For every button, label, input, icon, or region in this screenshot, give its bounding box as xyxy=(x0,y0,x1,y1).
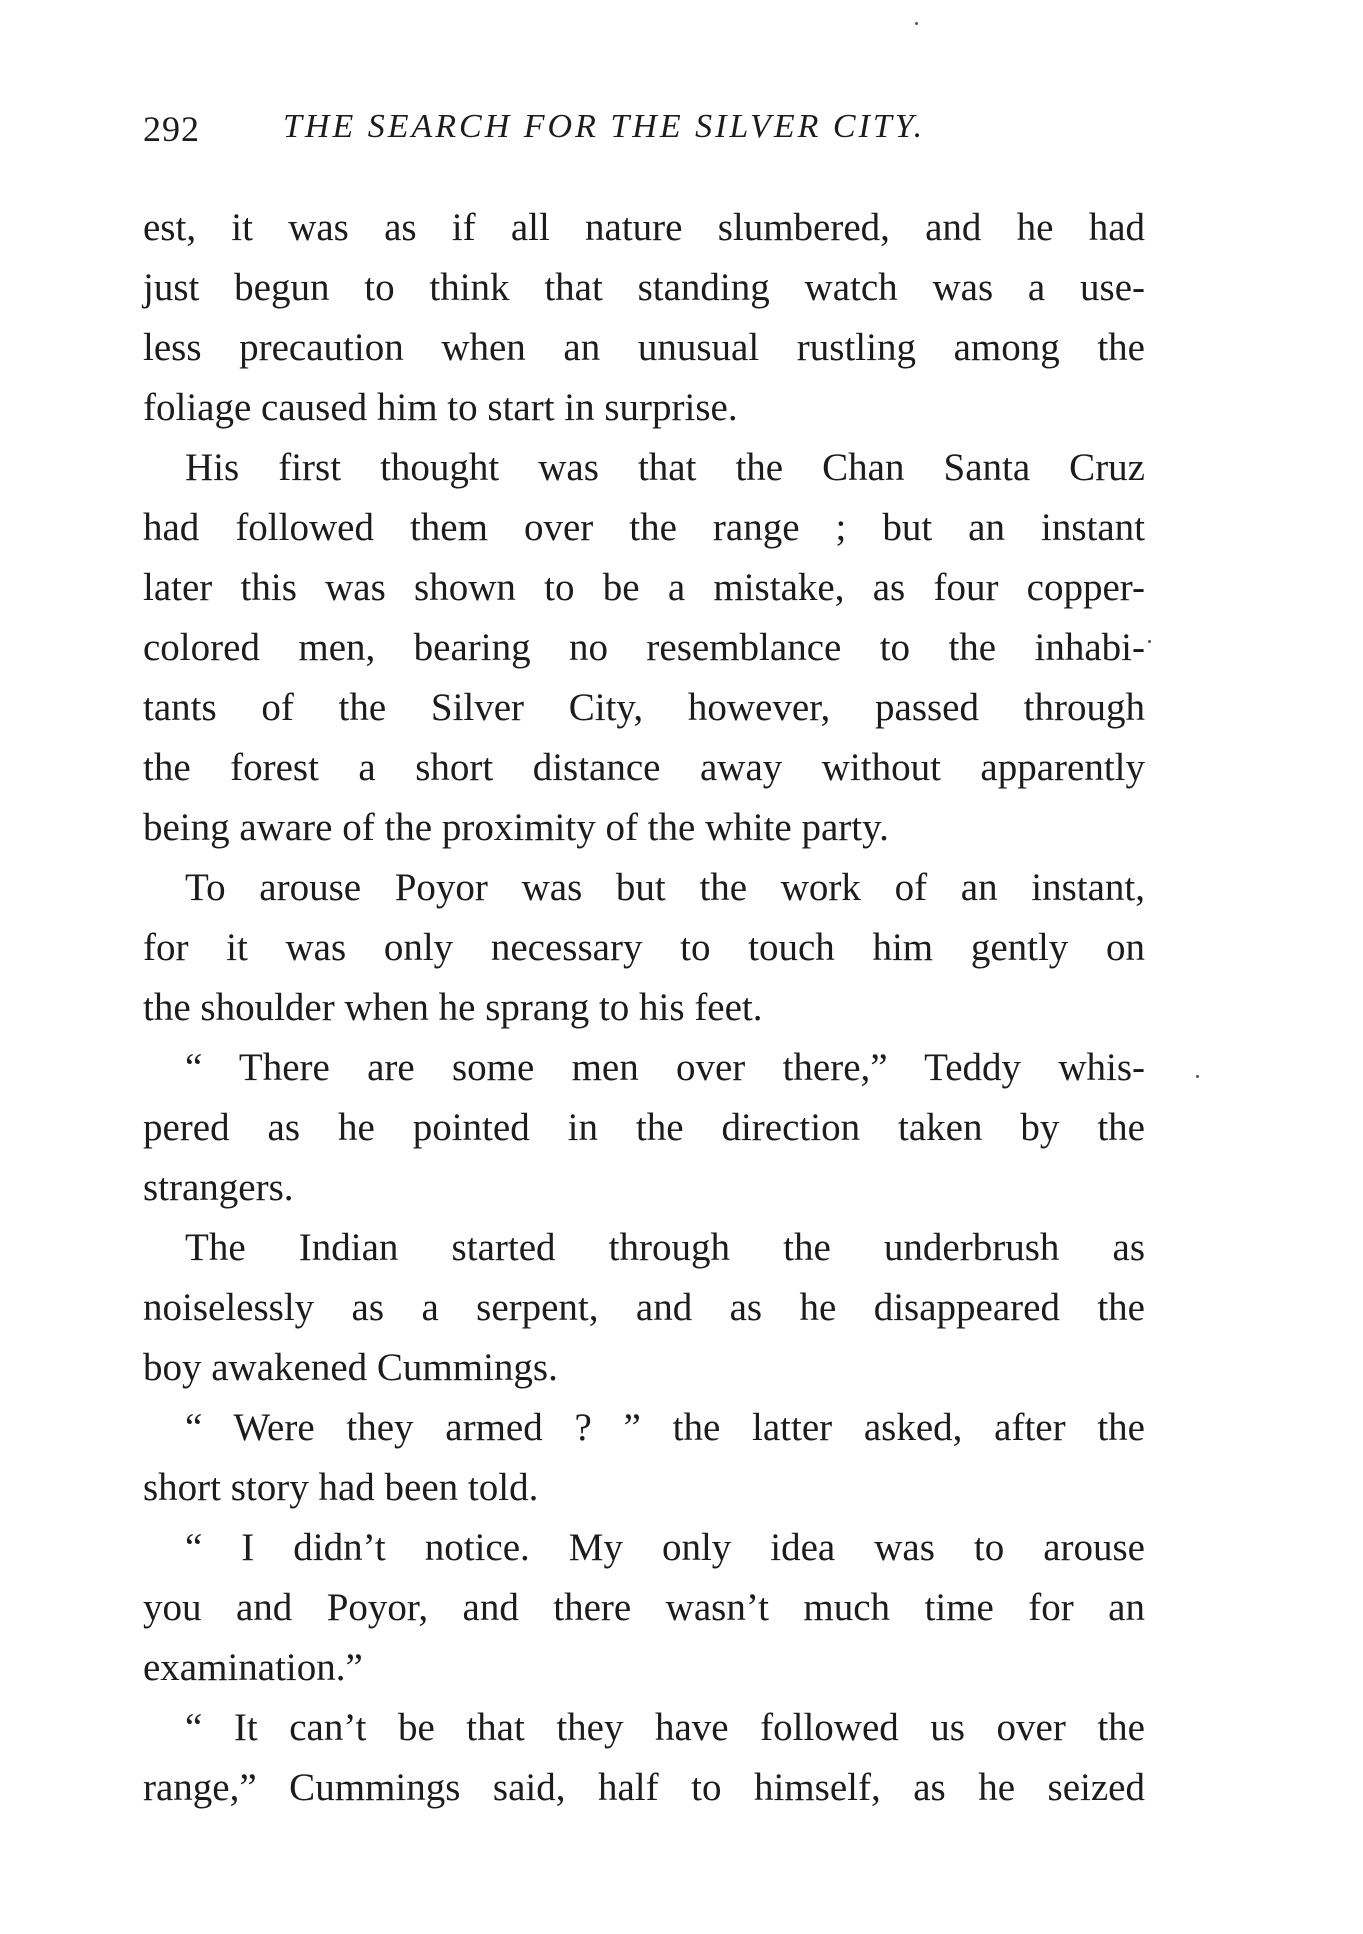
text-line: est, it was as if all nature slumbered, and he had xyxy=(143,206,1145,249)
text-line: “ There are some men over there,” Teddy whis- xyxy=(185,1046,1145,1089)
text-line: The Indian started through the underbrush as xyxy=(185,1226,1145,1269)
text-line: colored men, bearing no resemblance to the inhabi- xyxy=(143,626,1145,669)
text-line: noiselessly as a serpent, and as he disappeared the xyxy=(143,1286,1145,1329)
text-line: foliage caused him to start in surprise. xyxy=(143,386,738,429)
page-header xyxy=(143,108,1143,158)
text-line: for it was only necessary to touch him gently on xyxy=(143,926,1145,969)
text-line: tants of the Silver City, however, passed through xyxy=(143,686,1145,729)
text-line: later this was shown to be a mistake, as four copper- xyxy=(143,566,1145,609)
text-line: His first thought was that the Chan Santa Cruz xyxy=(185,446,1145,489)
text-line: To arouse Poyor was but the work of an instant, xyxy=(185,866,1145,909)
text-line: less precaution when an unusual rustling among the xyxy=(143,326,1145,369)
text-line: boy awakened Cummings. xyxy=(143,1346,558,1389)
text-line: had followed them over the range ; but an instant xyxy=(143,506,1145,549)
text-line: examination.” xyxy=(143,1646,363,1689)
text-line: just begun to think that standing watch was a use- xyxy=(143,266,1145,309)
text-line: the shoulder when he sprang to his feet. xyxy=(143,986,763,1029)
print-speck xyxy=(915,22,918,25)
text-line: short story had been told. xyxy=(143,1466,539,1509)
print-speck xyxy=(1148,640,1151,643)
text-line: “ Were they armed ? ” the latter asked, after the xyxy=(185,1406,1145,1449)
text-line: “ I didn’t notice. My only idea was to arouse xyxy=(185,1526,1145,1569)
text-line: you and Poyor, and there wasn’t much time for an xyxy=(143,1586,1145,1629)
running-head: THE SEARCH FOR THE SILVER CITY. xyxy=(283,108,926,145)
text-line: range,” Cummings said, half to himself, as he seized xyxy=(143,1766,1145,1809)
text-line: “ It can’t be that they have followed us over the xyxy=(185,1706,1145,1749)
page-number: 292 xyxy=(143,109,200,149)
text-line: pered as he pointed in the direction taken by the xyxy=(143,1106,1145,1149)
text-line: the forest a short distance away without apparently xyxy=(143,746,1145,789)
body-text xyxy=(143,198,1145,1818)
print-speck xyxy=(1196,1075,1199,1078)
text-line: being aware of the proximity of the white party. xyxy=(143,806,889,849)
text-line: strangers. xyxy=(143,1166,294,1209)
